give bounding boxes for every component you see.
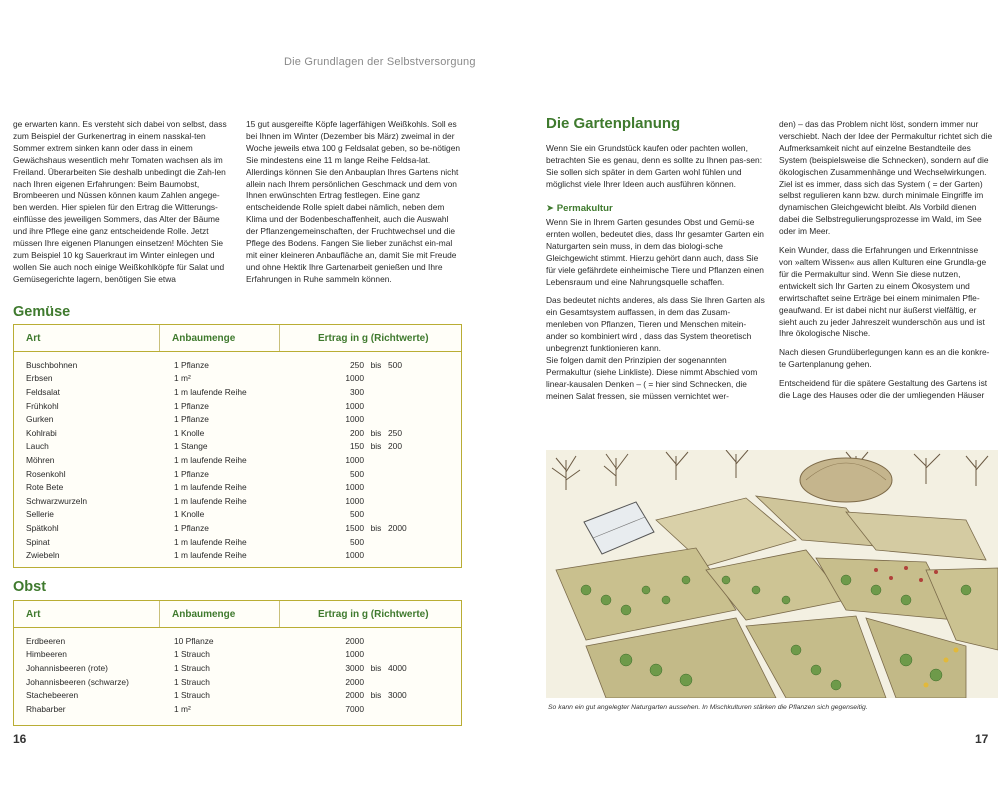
cell-ertrag: 250 (350, 359, 364, 370)
cell-ertrag: 1000 (345, 495, 364, 506)
cell-art: Johannisbeeren (schwarze) (26, 676, 129, 687)
page-number-right: 17 (975, 732, 989, 746)
header-art: Art (14, 601, 160, 627)
cell-ertrag: 300 (350, 386, 364, 397)
cell-ertrag: 1000 (345, 400, 364, 411)
cell-art: Rhabarber (26, 703, 66, 714)
paragraph: Nach diesen Grundüberlegungen kann es an die konkre-te Gartenplanung gehen. (779, 347, 990, 370)
cell-ertrag: 500 (350, 468, 364, 479)
table-row (14, 702, 461, 716)
running-head: Die Grundlagen der Selbstversorgung (284, 56, 476, 68)
table-row (14, 453, 461, 467)
cell-bis: bis (370, 427, 382, 438)
cell-art: Gurken (26, 414, 54, 425)
cell-anbaumenge: 1 Strauch (174, 649, 210, 660)
paragraph: Sie folgen damit den Prinzipien der sogenannten Permakultur (siehe Linkliste). Diese nimmt Abschied vom linear-kausalen Denken – ( = hier sind Schnecken, die meinen Salat fressen, sie müssen vernichtet wer- (546, 354, 758, 401)
cell-art: Möhren (26, 454, 55, 465)
page-title: Die Gartenplanung (546, 115, 681, 132)
cell-art: Feldsalat (26, 386, 60, 397)
table-row (14, 634, 461, 648)
table-row (14, 688, 461, 702)
table-row (14, 675, 461, 689)
cell-ertrag: 2000 (345, 690, 364, 701)
paragraph: Wenn Sie in Ihrem Garten gesundes Obst und Gemü-se ernten wollen, bedeutet dies, dass Ihr gesamter Garten ein Naturgarten sein muss, in dem das biologi-sche Gleichgewicht stimmt. Hierzu gehört dann auch, dass Sie für viele gefährdete einheimische Tiere und Pflanzen einen Lebensraum und eine Nahrungsquelle schaffen. (546, 217, 764, 287)
cell-art: Spätkohl (26, 522, 59, 533)
left-column-2 (246, 119, 460, 293)
table-body (14, 628, 461, 716)
cell-art: Buschbohnen (26, 359, 78, 370)
table-row (14, 661, 461, 675)
cell-ertrag: 3000 (345, 662, 364, 673)
cell-anbaumenge: 1 Pflanze (174, 522, 209, 533)
paragraph: den) – das das Problem nicht löst, sondern immer nur verschiebt. Nach der Idee der Permakultur richtet sich die Aufmerksamkeit nicht auf einzelne Bestandteile des System (beispielsweise die Schnecken), sondern auf die ökologischen Zusammenhänge und Wechselwirkungen. Ziel ist es immer, dass sich das System ( = der Garten) selbst regulieren kann bzw. durch minimale Eingriffe im dynamischen Gleichgewicht bleibt. Als Vorbild dienen dabei die Selbstregulierungsprozesse im Wald, im See oder im Meer. (779, 119, 993, 237)
gemuese-table (13, 324, 462, 568)
cell-ertrag-max: 500 (388, 359, 402, 370)
cell-art: Lauch (26, 441, 49, 452)
cell-anbaumenge: 1 Stange (174, 441, 208, 452)
cell-ertrag: 1000 (345, 373, 364, 384)
cell-art: Erdbeeren (26, 635, 66, 646)
table-row (14, 535, 461, 549)
paragraph: Wenn Sie ein Grundstück kaufen oder pachten wollen, betrachten Sie es genau, denn es sollte zu Ihnen pas-sen: Sie sollen sich später in dem Garten wohl fühlen und möglichst viele Ihrer Ideen auch ausführen können. (546, 143, 763, 189)
cell-art: Johannisbeeren (rote) (26, 662, 108, 673)
cell-art: Schwarzwurzeln (26, 495, 87, 506)
cell-anbaumenge: 1 Pflanze (174, 468, 209, 479)
cell-bis: bis (370, 441, 382, 452)
garden-drawing (546, 450, 998, 698)
cell-anbaumenge: 1 m laufende Reihe (174, 386, 247, 397)
cell-ertrag: 1000 (345, 414, 364, 425)
cell-bis: bis (370, 690, 382, 701)
right-column-1 (546, 143, 766, 198)
cell-ertrag: 1000 (345, 454, 364, 465)
cell-art: Zwiebeln (26, 550, 60, 561)
table-body (14, 352, 461, 562)
cell-anbaumenge: 1 m² (174, 373, 191, 384)
cell-art: Kohlrabi (26, 427, 57, 438)
cell-ertrag: 1000 (345, 649, 364, 660)
cell-bis: bis (370, 359, 382, 370)
cell-anbaumenge: 1 Pflanze (174, 359, 209, 370)
table-row (14, 508, 461, 522)
cell-ertrag: 2000 (345, 635, 364, 646)
table-row (14, 426, 461, 440)
table-row (14, 440, 461, 454)
table-row (14, 399, 461, 413)
cell-anbaumenge: 1 m laufende Reihe (174, 550, 247, 561)
right-column-1-body (546, 217, 766, 410)
permakultur-subhead: ➤ Permakultur (546, 203, 613, 214)
table-row (14, 372, 461, 386)
cell-anbaumenge: 1 m laufende Reihe (174, 454, 247, 465)
cell-art: Stachebeeren (26, 690, 79, 701)
table-row (14, 385, 461, 399)
cell-anbaumenge: 1 Pflanze (174, 400, 209, 411)
cell-anbaumenge: 1 Strauch (174, 662, 210, 673)
gemuese-title: Gemüse (13, 304, 71, 320)
cell-ertrag: 500 (350, 536, 364, 547)
cell-ertrag: 150 (350, 441, 364, 452)
cell-ertrag: 2000 (345, 676, 364, 687)
table-row (14, 480, 461, 494)
cell-art: Himbeeren (26, 649, 67, 660)
table-row (14, 467, 461, 481)
table-row (14, 412, 461, 426)
header-art: Art (14, 325, 160, 351)
cell-ertrag: 200 (350, 427, 364, 438)
cell-art: Erbsen (26, 373, 53, 384)
illustration-caption: So kann ein gut angelegter Naturgarten aussehen. In Mischkulturen stärken die Pflanzen sich gegenseitig. (548, 704, 868, 711)
cell-art: Rote Bete (26, 482, 64, 493)
paragraph: Das bedeutet nichts anderes, als dass Sie Ihren Garten als ein Gesamtsystem auffassen, in dem das Zusam-menleben von Pflanzen, Tieren und Menschen mitein-ander so kombiniert wird , dass das System theoretisch unbegrenzt funktionieren kann. (546, 295, 765, 354)
header-ertrag: Ertrag in g (Richtwerte) (318, 608, 429, 620)
cell-art: Frühkohl (26, 400, 59, 411)
table-row (14, 648, 461, 662)
cell-ertrag-max: 250 (388, 427, 402, 438)
cell-anbaumenge: 1 m laufende Reihe (174, 482, 247, 493)
table-row (14, 358, 461, 372)
garden-illustration (546, 450, 998, 698)
cell-art: Rosenkohl (26, 468, 66, 479)
cell-ertrag-max: 200 (388, 441, 402, 452)
cell-anbaumenge: 1 Strauch (174, 690, 210, 701)
paragraph: Entscheidend für die spätere Gestaltung des Gartens ist die Lage des Hauses oder die der umliegenden Häuser (779, 378, 988, 401)
cell-ertrag: 1000 (345, 550, 364, 561)
cell-anbaumenge: 1 m² (174, 703, 191, 714)
cell-anbaumenge: 1 Strauch (174, 676, 210, 687)
paragraph: Kein Wunder, dass die Erfahrungen und Erkenntnisse von »altem Wissen« aus allen Kulturen eine Grundla-ge für die Permakultur sind. Wenn Sie diese nutzen, entwickelt sich Ihr Garten zu einem Ökosystem und erwirtschaftet seine Erträge bei einem minimalen Pfle-geaufwand. Er ist dabei nicht nur äußerst vielfältig, er sieht auch zu jeder Jahreszeit wunderschön aus und ist Ihre ökologische Nische. (779, 245, 987, 339)
table-row (14, 548, 461, 562)
right-column-2 (779, 119, 993, 409)
cell-ertrag: 1000 (345, 482, 364, 493)
cell-anbaumenge: 10 Pflanze (174, 635, 214, 646)
left-column-1 (13, 119, 231, 293)
cell-anbaumenge: 1 Knolle (174, 509, 205, 520)
cell-ertrag-max: 4000 (388, 662, 407, 673)
cell-ertrag-max: 2000 (388, 522, 407, 533)
cell-ertrag-max: 3000 (388, 690, 407, 701)
paragraph: 15 gut ausgereifte Köpfe lagerfähigen Weißkohls. Soll es bei Ihnen im Winter (Dezember bis März) zweimal in der Woche jeweils etwa 100 g Feldsalat geben, so be-nötigen Sie mindestens eine 11 m lange Reihe Feldsa-lat. Allerdings können Sie den Anbauplan Ihres Gartens nicht allein nach Ihrem persönlichen Geschmack und dem von Ihnen erwünschten Ertrag festlegen. Eine ganz entscheidende Rolle spielt dabei nämlich, neben dem Klima und der Bodenbeschaffenheit, auch die Auswahl der Pflanzengemeinschaften, der Fruchtwechsel und die Pflege des Bodens. Fangen Sie lieber zunächst ein-mal mit einer kleineren Anbaufläche an, damit Sie mit Freude und ohne Hektik Ihre Gartenarbeit genießen und Ihre Erfahrungen in Ruhe sammeln können. (246, 119, 461, 284)
obst-table (13, 600, 462, 726)
cell-anbaumenge: 1 Knolle (174, 427, 205, 438)
header-anbaumenge: Anbaumenge (160, 325, 280, 351)
paragraph: ge erwarten kann. Es versteht sich dabei von selbst, dass zum Beispiel der Gurkenertrag in einem nasskal-ten Sommer extrem sinken kann oder dass in einem Gewächshaus wesentlich mehr Tomaten wachsen als im Freiland. Überarbeiten Sie deshalb unbedingt die Zah-len nach Ihren eigenen Erfahrungen: Beim Baumobst, Brombeeren und Nüssen können kaum Zahlen angege-ben werden. Hier spielen für den Ertrag die Witterungs-einflüsse des jeweiligen Sommers, das Alter der Bäume und ihre Pflege eine ganz entscheidende Rolle. Jetzt müssen Ihre eigenen Planungen einsetzen! Möchten Sie zum Beispiel 10 kg Sauerkraut im Winter einlegen und wollen Sie auch noch einige Weißkohlköpfe für Salat und Gemüsegerichte lagern, benötigen Sie etwa (13, 119, 227, 284)
header-anbaumenge: Anbaumenge (160, 601, 280, 627)
cell-anbaumenge: 1 Pflanze (174, 414, 209, 425)
cell-ertrag: 1500 (345, 522, 364, 533)
table-row (14, 494, 461, 508)
page-number-left: 16 (13, 732, 27, 746)
cell-anbaumenge: 1 m laufende Reihe (174, 495, 247, 506)
obst-title: Obst (13, 579, 47, 595)
cell-ertrag: 500 (350, 509, 364, 520)
cell-ertrag: 7000 (345, 703, 364, 714)
cell-art: Sellerie (26, 509, 54, 520)
table-header (14, 601, 461, 628)
cell-anbaumenge: 1 m laufende Reihe (174, 536, 247, 547)
header-ertrag: Ertrag in g (Richtwerte) (318, 332, 429, 344)
table-header (14, 325, 461, 352)
cell-bis: bis (370, 662, 382, 673)
table-row (14, 521, 461, 535)
cell-bis: bis (370, 522, 382, 533)
cell-art: Spinat (26, 536, 50, 547)
